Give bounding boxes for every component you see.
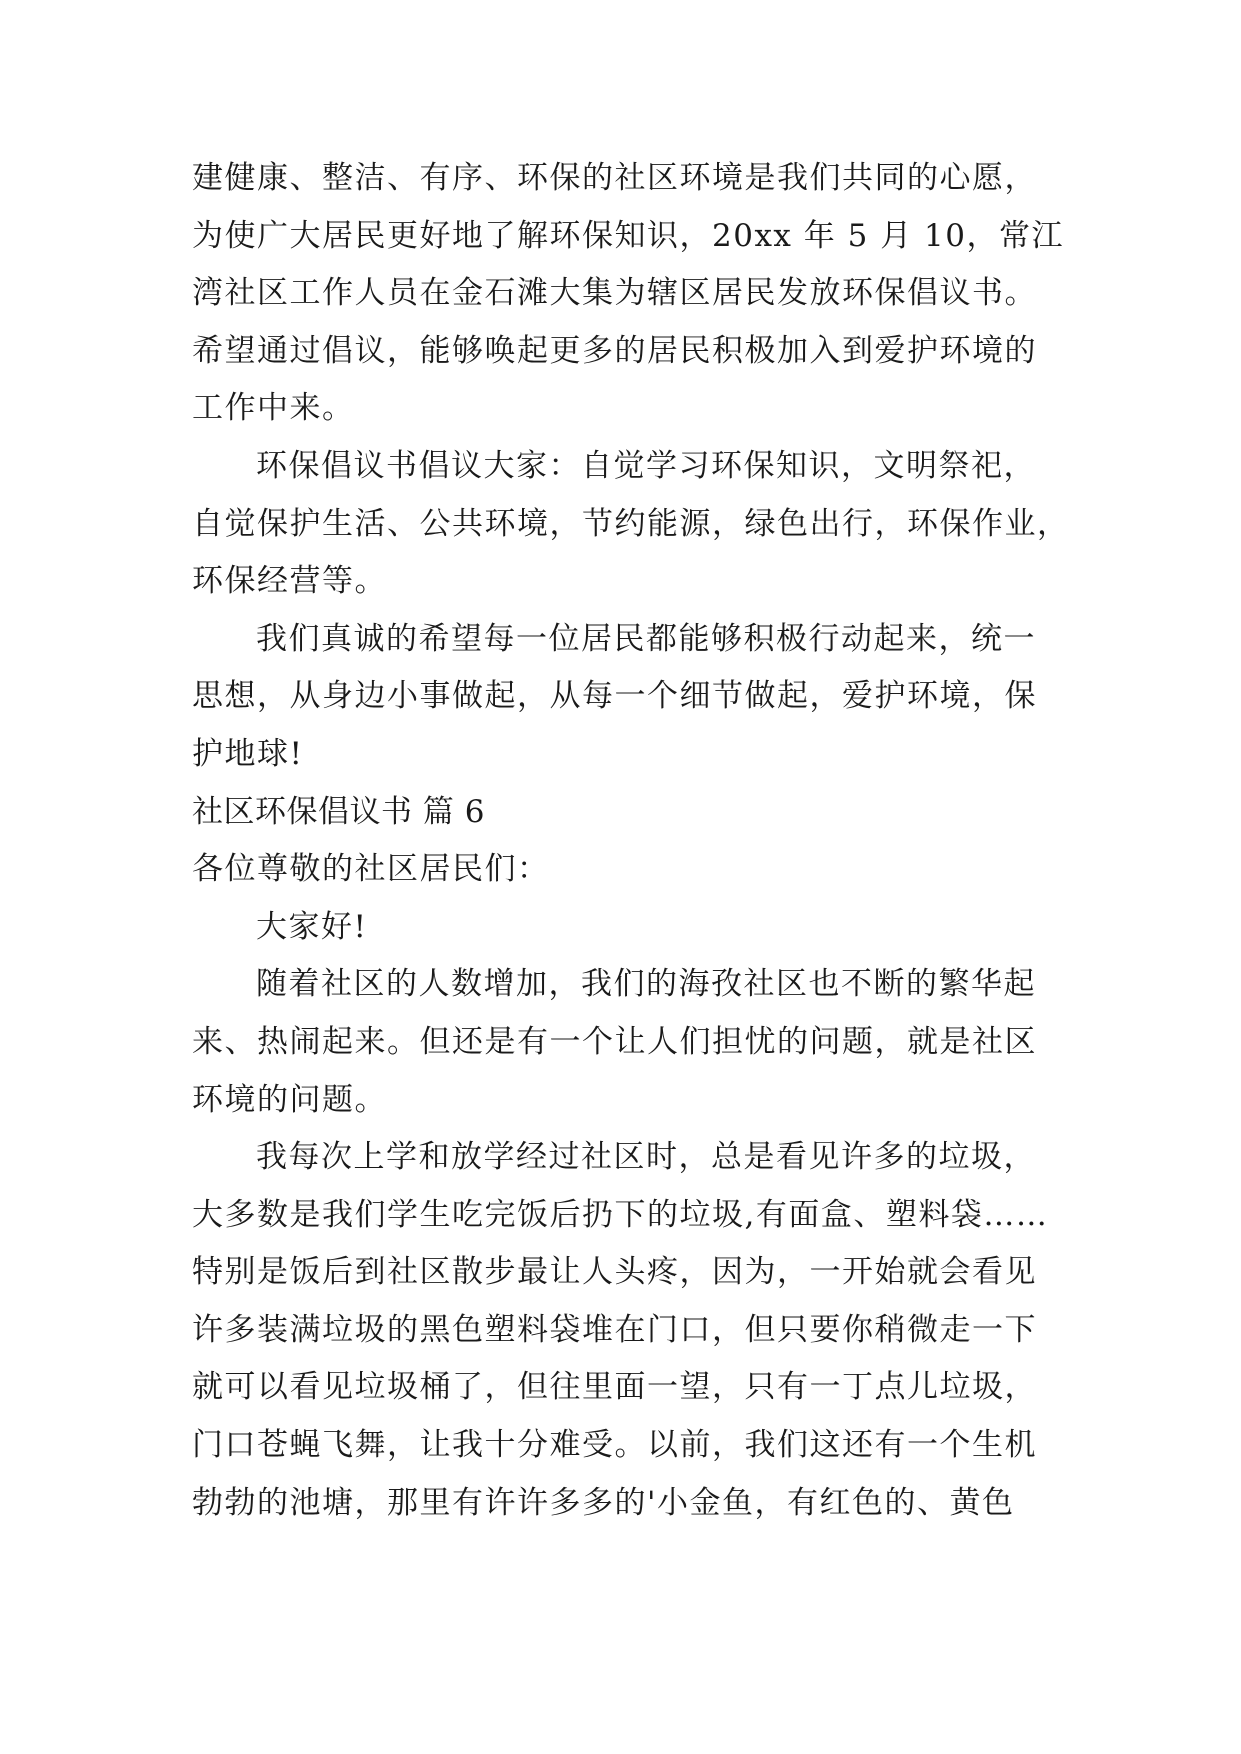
text-line: 大多数是我们学生吃完饭后扔下的垃圾,有面盒、塑料袋…… bbox=[192, 1196, 1049, 1233]
paragraph-start-line: 我们真诚的希望每一位居民都能够积极行动起来，统一 bbox=[256, 620, 1036, 657]
document-body bbox=[192, 150, 1072, 1532]
text-line: 来、热闹起来。但还是有一个让人们担忧的问题，就是社区 bbox=[192, 1023, 1037, 1060]
text-line: 希望通过倡议，能够唤起更多的居民积极加入到爱护环境的 bbox=[192, 332, 1037, 369]
paragraph-start-line: 我每次上学和放学经过社区时，总是看见许多的垃圾， bbox=[256, 1139, 1036, 1176]
text-line: 护地球! bbox=[192, 735, 304, 772]
text-line: 自觉保护生活、公共环境，节约能源，绿色出行，环保作业， bbox=[192, 505, 1070, 542]
text-line: 许多装满垃圾的黑色塑料袋堆在门口，但只要你稍微走一下 bbox=[192, 1311, 1037, 1348]
text-line: 就可以看见垃圾桶了，但往里面一望，只有一丁点儿垃圾， bbox=[192, 1369, 1037, 1406]
text-line: 思想，从身边小事做起，从每一个细节做起，爱护环境，保 bbox=[192, 678, 1037, 715]
section-heading: 社区环保倡议书 篇 6 bbox=[192, 793, 485, 830]
text-line: 为使广大居民更好地了解环保知识，20xx 年 5 月 10，常江 bbox=[192, 217, 1064, 254]
text-line: 工作中来。 bbox=[192, 390, 355, 427]
text-line: 勃勃的池塘，那里有许许多多的'小金鱼，有红色的、黄色 bbox=[192, 1484, 1015, 1521]
text-line: 建健康、整洁、有序、环保的社区环境是我们共同的心愿， bbox=[192, 160, 1037, 196]
paragraph-start-line: 环保倡议书倡议大家：自觉学习环保知识，文明祭祀， bbox=[256, 447, 1036, 484]
text-line: 特别是饭后到社区散步最让人头疼，因为，一开始就会看见 bbox=[192, 1254, 1037, 1291]
text-line: 环境的问题。 bbox=[192, 1081, 387, 1118]
greeting-line: 大家好! bbox=[256, 908, 368, 945]
text-line: 环保经营等。 bbox=[192, 563, 387, 600]
salutation-line: 各位尊敬的社区居民们： bbox=[192, 851, 550, 888]
paragraph-start-line: 随着社区的人数增加，我们的海孜社区也不断的繁华起 bbox=[256, 966, 1036, 1003]
text-line: 门口苍蝇飞舞，让我十分难受。以前，我们这还有一个生机 bbox=[192, 1427, 1037, 1464]
text-line: 湾社区工作人员在金石滩大集为辖区居民发放环保倡议书。 bbox=[192, 275, 1037, 312]
